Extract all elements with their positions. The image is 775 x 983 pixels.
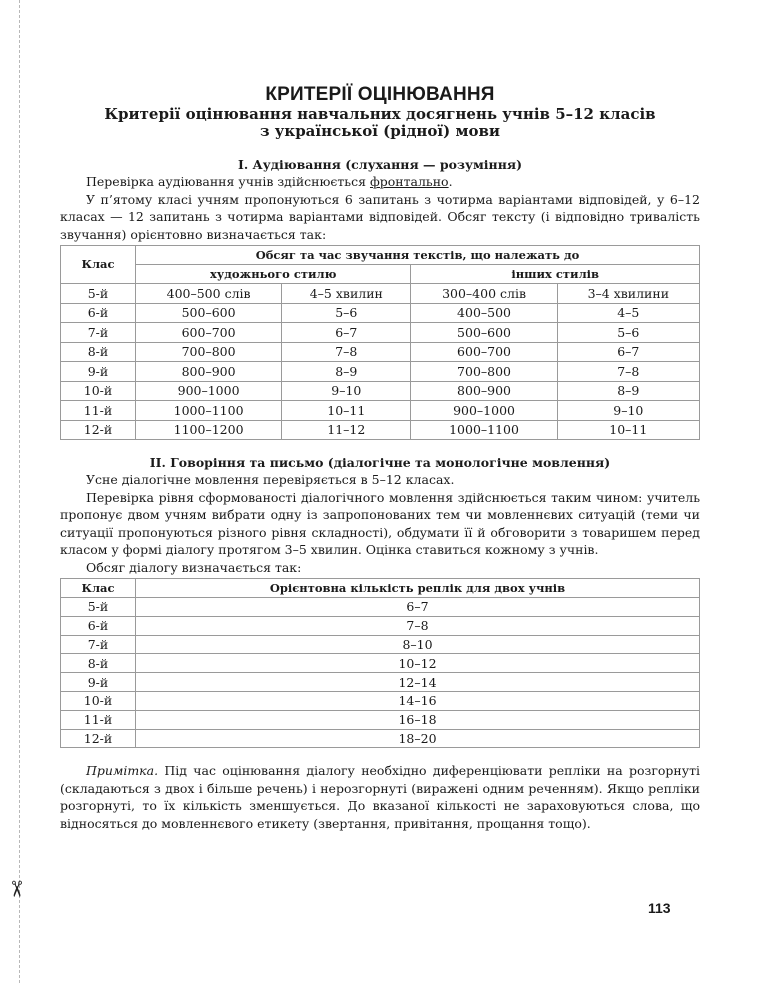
cut-line (19, 0, 20, 983)
table-row (61, 598, 700, 617)
class-cell: 11-й (61, 401, 136, 421)
table-row (61, 616, 700, 635)
section2-paragraph3: Обсяг діалогу визначається так: (86, 559, 302, 575)
value-cell: 4–5 хвилин (282, 284, 411, 304)
class-cell: 12-й (61, 729, 136, 748)
value-cell: 6–7 (557, 342, 699, 362)
class-cell: 6-й (61, 616, 136, 635)
value-cell: 11–12 (282, 420, 411, 440)
class-cell: 7-й (61, 323, 136, 343)
page-number: 113 (648, 900, 671, 916)
class-cell: 5-й (61, 284, 136, 304)
value-cell: 5–6 (282, 303, 411, 323)
value-cell: 18–20 (136, 729, 700, 748)
page-subtitle-line2: з української (рідної) мови (259, 122, 501, 140)
value-cell: 1100–1200 (136, 420, 282, 440)
table-row (61, 401, 700, 421)
page-title: КРИТЕРІЇ ОЦІНЮВАННЯ (265, 84, 495, 105)
value-cell: 7–8 (136, 616, 700, 635)
section2-heading: ІІ. Говоріння та письмо (діалогічне та монологічне мовлення) (149, 455, 611, 470)
note-text: Під час оцінювання діалогу необхідно диференціювати репліки на розгорнуті (складаються з двох і більше речень) і нерозгорнуті (виражені одним реченням). Якщо репліки розгорнуті, то їх кількість зменшується. До вказаної кількості не зараховуються слова, що відносяться до мовленнєвого етикету (звертання, привітання, прощання тощо). (60, 763, 700, 831)
section2-paragraph2: Перевірка рівня сформованості діалогічного мовлення здійснюється таким чином: учитель пропонує двом учням вибрати одну із запропонованих тем чи мовленнєвих ситуацій (теми чи ситуації пропонуються різного рівня складності), обдумати її й обговорити з товаришем перед класом у формі діалогу протягом 3–5 хвилин. Оцінка ставиться кожному з учнів. (60, 489, 700, 557)
dialogue-table (60, 578, 700, 748)
value-cell: 900–1000 (411, 401, 557, 421)
col-count-header: Орієнтовна кількість реплік для двох учнів (136, 579, 700, 598)
value-cell: 500–600 (411, 323, 557, 343)
value-cell: 12–14 (136, 673, 700, 692)
value-cell: 5–6 (557, 323, 699, 343)
table-row (61, 710, 700, 729)
value-cell: 8–10 (136, 635, 700, 654)
table-row (61, 654, 700, 673)
class-cell: 6-й (61, 303, 136, 323)
table-row (61, 420, 700, 440)
value-cell: 9–10 (557, 401, 699, 421)
note-label: Примітка. (86, 763, 159, 779)
table-row (61, 729, 700, 748)
class-cell: 12-й (61, 420, 136, 440)
class-cell: 9-й (61, 362, 136, 382)
section1-paragraph2: У п’ятому класі учням пропонуються 6 запитань з чотирма варіантами відповідей, у 6–12 класах — 12 запитань з чотирма варіантами відповідей. Обсяг тексту (і відповідно тривалість звучання) орієнтовно визначається так: (60, 191, 700, 242)
value-cell: 14–16 (136, 691, 700, 710)
value-cell: 600–700 (136, 323, 282, 343)
subheader-other: інших стилів (411, 265, 700, 284)
table-row (61, 342, 700, 362)
class-cell: 8-й (61, 342, 136, 362)
page-content (60, 84, 700, 832)
class-cell: 7-й (61, 635, 136, 654)
table-row (61, 362, 700, 382)
table-row (61, 673, 700, 692)
listening-table (60, 245, 700, 440)
value-cell: 600–700 (411, 342, 557, 362)
value-cell: 10–12 (136, 654, 700, 673)
value-cell: 800–900 (411, 381, 557, 401)
value-cell: 1000–1100 (136, 401, 282, 421)
scissors-icon: ✂ (3, 879, 29, 899)
table-row (61, 303, 700, 323)
value-cell: 1000–1100 (411, 420, 557, 440)
page-subtitle-line1: Критерії оцінювання навчальних досягнень учнів 5–12 класів (104, 105, 656, 123)
section1-p1-end: . (448, 174, 453, 189)
value-cell: 700–800 (411, 362, 557, 382)
class-cell: 10-й (61, 381, 136, 401)
table-row (61, 691, 700, 710)
class-cell: 10-й (61, 691, 136, 710)
value-cell: 800–900 (136, 362, 282, 382)
table-row (61, 381, 700, 401)
value-cell: 300–400 слів (411, 284, 557, 304)
value-cell: 6–7 (136, 598, 700, 617)
section1-p1-underlined: фронтально (369, 174, 449, 189)
value-cell: 10–11 (282, 401, 411, 421)
note-paragraph (60, 762, 700, 832)
section1-heading: І. Аудіювання (слухання — розуміння) (237, 157, 523, 172)
value-cell: 4–5 (557, 303, 699, 323)
table-row (61, 323, 700, 343)
value-cell: 3–4 хвилини (557, 284, 699, 304)
value-cell: 500–600 (136, 303, 282, 323)
section1-paragraph1 (60, 173, 700, 191)
value-cell: 6–7 (282, 323, 411, 343)
value-cell: 7–8 (557, 362, 699, 382)
class-cell: 9-й (61, 673, 136, 692)
class-cell: 5-й (61, 598, 136, 617)
table-row (61, 635, 700, 654)
class-cell: 8-й (61, 654, 136, 673)
section1-p1-text: Перевірка аудіювання учнів здійснюється (86, 174, 370, 189)
value-cell: 16–18 (136, 710, 700, 729)
value-cell: 400–500 слів (136, 284, 282, 304)
value-cell: 7–8 (282, 342, 411, 362)
class-cell: 11-й (61, 710, 136, 729)
table-row (61, 284, 700, 304)
value-cell: 900–1000 (136, 381, 282, 401)
value-cell: 400–500 (411, 303, 557, 323)
col-class-header: Клас (61, 579, 136, 598)
value-cell: 700–800 (136, 342, 282, 362)
value-cell: 9–10 (282, 381, 411, 401)
col-class-header: Клас (61, 246, 136, 284)
section2-paragraph1: Усне діалогічне мовлення перевіряється в 5–12 класах. (86, 472, 455, 487)
value-cell: 10–11 (557, 420, 699, 440)
col-group-header: Обсяг та час звучання текстів, що належать до (136, 246, 700, 265)
value-cell: 8–9 (557, 381, 699, 401)
value-cell: 8–9 (282, 362, 411, 382)
subheader-artistic: художнього стилю (136, 265, 411, 284)
